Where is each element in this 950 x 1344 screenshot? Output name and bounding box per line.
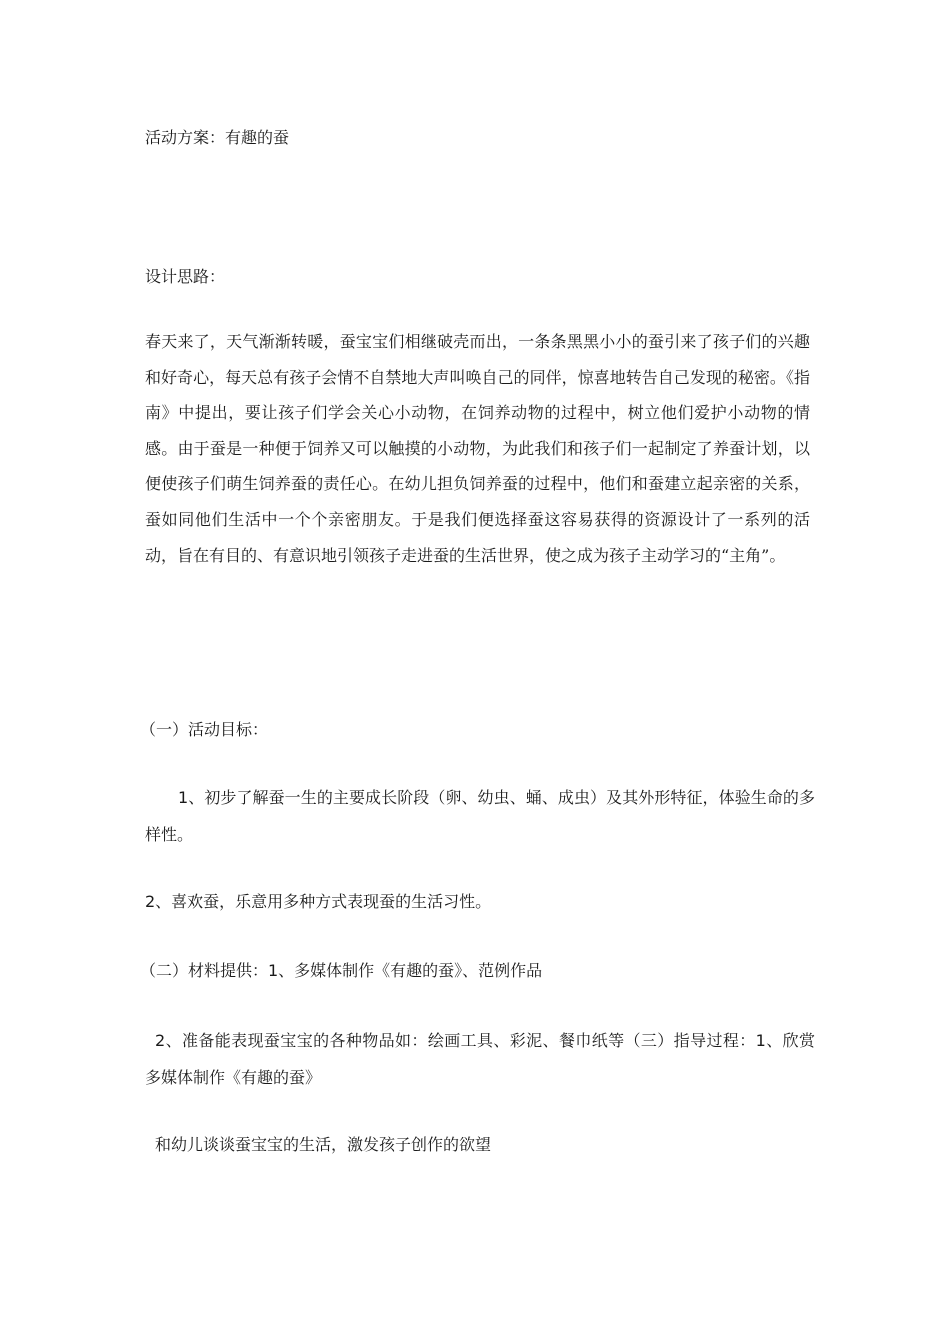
goal-item-1: 1、初步了解蚕一生的主要成长阶段（卵、幼虫、蛹、成虫）及其外形特征，体验生命的多样性。: [145, 788, 815, 844]
goals-heading: （一）活动目标：: [140, 720, 269, 739]
design-heading: 设计思路：: [145, 267, 226, 286]
document-title: 活动方案：有趣的蚕: [145, 128, 290, 147]
goal-item-2: 2、喜欢蚕，乐意用多种方式表现蚕的生活习性。: [145, 892, 492, 911]
process-line: 和幼儿谈谈蚕宝宝的生活，激发孩子创作的欲望: [155, 1135, 492, 1154]
materials-item-2: 2、准备能表现蚕宝宝的各种物品如：绘画工具、彩泥、餐巾纸等（三）指导过程：1、欣赏多媒体制作《有趣的蚕》: [145, 1031, 815, 1087]
materials-line: （二）材料提供：1、多媒体制作《有趣的蚕》、范例作品: [140, 961, 543, 980]
design-paragraph: 春天来了，天气渐渐转暖，蚕宝宝们相继破壳而出，一条条黑黑小小的蚕引来了孩子们的兴趣和好奇心，每天总有孩子会情不自禁地大声叫唤自己的同伴，惊喜地转告自己发现的秘密。《指南》中提出，要让孩子们学会关心小动物，在饲养动物的过程中，树立他们爱护小动物的情感。由于蚕是一种便于饲养又可以触摸的小动物，为此我们和孩子们一起制定了养蚕计划，以便使孩子们萌生饲养蚕的责任心。在幼儿担负饲养蚕的过程中，他们和蚕建立起亲密的关系，蚕如同他们生活中一个个亲密朋友。于是我们便选择蚕这容易获得的资源设计了一系列的活动，旨在有目的、有意识地引领孩子走进蚕的生活世界，使之成为孩子主动学习的“主角”。: [145, 332, 810, 565]
